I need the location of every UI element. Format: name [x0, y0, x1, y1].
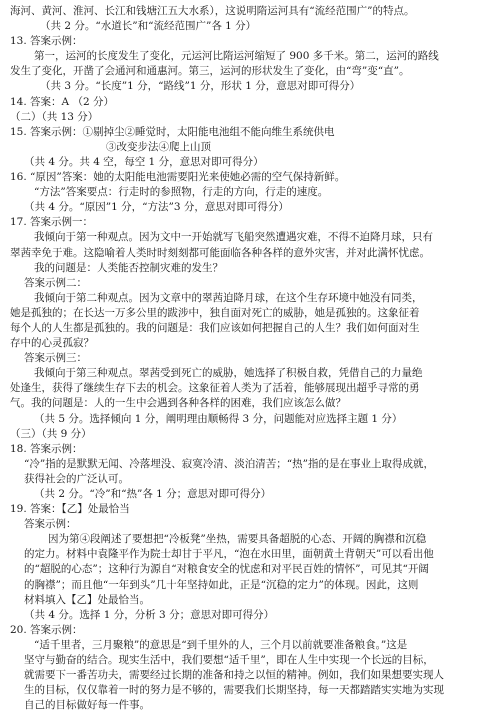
text-line: ③改变步法④爬上山顶 — [106, 140, 211, 153]
text-line: “冷”指的是默默无闻、冷落埋没、寂寞冷清、淡泊清苦；“热”指的是在事业上取得成就， — [24, 457, 434, 470]
text-line: 她是孤独的；在长达一万多公里的跋涉中，独自面对死亡的威胁，她是孤独的。这象征着 — [10, 306, 420, 319]
score-note: （共 4 分。共 4 空，每空 1 分，意思对即可得分） — [24, 155, 264, 168]
question-heading-17: 17. 答案示例一： — [10, 216, 94, 229]
text-line: “方法”答案要点：行走时的参照物，行走的方向，行走的速度。 — [34, 186, 329, 199]
text-line: 自己的目标做好每一件事。 — [24, 699, 150, 712]
text-line: 发生了变化，开凿了会通河和通惠河。第三，运河的形状发生了变化，由“弯”变“直”。 — [10, 65, 410, 78]
question-heading-18: 18. 答案示例： — [10, 442, 83, 455]
score-note: （共 4 分。选择 1 分，分析 3 分；意思对即可得分） — [24, 608, 275, 621]
text-line: 的胸襟”；而且他“一年到头”几十年坚持如此，正是“沉稳的定力”的体现。因此，这则 — [24, 578, 419, 591]
score-note: （共 5 分。选择倾向 1 分，阐明理由顺畅得 3 分，问题能对应选择主题 1 分） — [34, 412, 403, 425]
score-note: （共 2 分。“水道长”和“流经范围广”各 1 分） — [40, 20, 257, 33]
text-line: 我倾向于第二种观点。因为文章中的翠茜迫降月球，在这个生存环境中她没有同类， — [34, 291, 423, 304]
section-heading-2: （二）（共 13 分） — [10, 110, 99, 123]
text-line: 我倾向于第三种观点。翠茜受到死亡的威胁，她选择了积极自救，凭借自己的力量绝 — [34, 367, 423, 380]
text-line: 我倾向于第一种观点。因为文中一开始就写飞船突然遭遇灾难，不得不迫降月球，只有 — [34, 231, 433, 244]
answer-example-heading: 答案示例三： — [24, 352, 87, 365]
question-heading-13: 13. 答案示例： — [10, 35, 83, 48]
score-note: （共 4 分。“原因”1 分，“方法”3 分，意思对即可得分） — [24, 201, 289, 214]
text-line: 翠茜幸免于难。这隐喻着人类时时刻刻都可能面临各种各样的意外灾害，并对此满怀忧虑。 — [10, 246, 430, 259]
text-line: 生的目标，仅仅靠着一时的努力是不够的，需要我们长期坚持，每一天都踏踏实实地为实现 — [24, 684, 444, 697]
text-line: 坚守与勤奋的结合。现实生活中，我们要想“适千里”，即在人生中实现一个长远的目标， — [24, 654, 434, 667]
text-line: “适千里者，三月聚粮”的意思是“到千里外的人，三个月以前就要准备粮食。”这是 — [34, 638, 408, 651]
text-line: 海河、黄河、淮河、长江和钱塘江五大水系），这说明隋运河具有“流经范围广”的特点。 — [10, 5, 415, 17]
question-heading-16: 16. “原因”答案：她的太阳能电池需要阳光来使她必需的空气保持新鲜。 — [10, 171, 346, 184]
text-line: 存中的心灵孤寂？ — [10, 337, 94, 350]
section-heading-3: （三）（共 9 分） — [10, 427, 92, 440]
text-line: 处逢生，获得了继续生存下去的机会。这象征着人类为了活着，能够展现出超乎寻常的勇 — [10, 382, 420, 395]
text-line: 每个人的人生都是孤独的。我的问题是：我们应该如何把握自己的人生？我们如何面对生 — [10, 321, 420, 334]
question-heading-20: 20. 答案示例： — [10, 623, 83, 636]
question-heading-19: 19. 答案：【乙】处最恰当 — [10, 503, 130, 516]
text-line: 我的问题是：人类能否控制灾难的发生？ — [34, 261, 223, 274]
text-line: 气。我的问题是：人的一生中会遇到各种各样的困难，我们应该怎么做？ — [10, 397, 346, 410]
text-line: 因为第④段阐述了要想把“冷板凳”坐热，需要具备超脱的心态、开阔的胸襟和沉稳 — [48, 533, 427, 546]
score-note: （共 3 分。“长度”1 分，“路线”1 分，形状 1 分，意思对即可得分） — [40, 80, 361, 93]
text-line: 就需要下一番苦功夫，需要经过长期的准备和持之以恒的精神。例如，我们如果想要实现人 — [24, 669, 444, 682]
question-heading-14: 14. 答案：A （2 分） — [10, 95, 114, 108]
score-note: （共 2 分。“冷”和“热”各 1 分；意思对即可得分） — [34, 488, 272, 500]
answer-example-heading: 答案示例： — [24, 518, 77, 531]
text-line: 的定力。材料中袁隆平作为院士却甘于平凡，“泡在水田里，面朝黄土背朝天”可以看出他 — [24, 548, 434, 561]
question-heading-15: 15. 答案示例：①剔掉尘②睡觉时，太阳能电池组不能向维生系统供电 — [10, 125, 335, 138]
text-line: 获得社会的广泛认可。 — [24, 472, 129, 485]
text-line: 第一，运河的长度发生了变化，元运河比隋运河缩短了 900 多千米。第二，运河的路线 — [34, 50, 439, 63]
text-line: 的“超脱的心态”；这种行为源自“对粮食安全的忧虑和对平民百姓的情怀”，可见其“开阔 — [24, 563, 429, 576]
text-line: 材料填入【乙】处最恰当。 — [24, 593, 150, 606]
answer-example-heading: 答案示例二： — [24, 276, 87, 289]
